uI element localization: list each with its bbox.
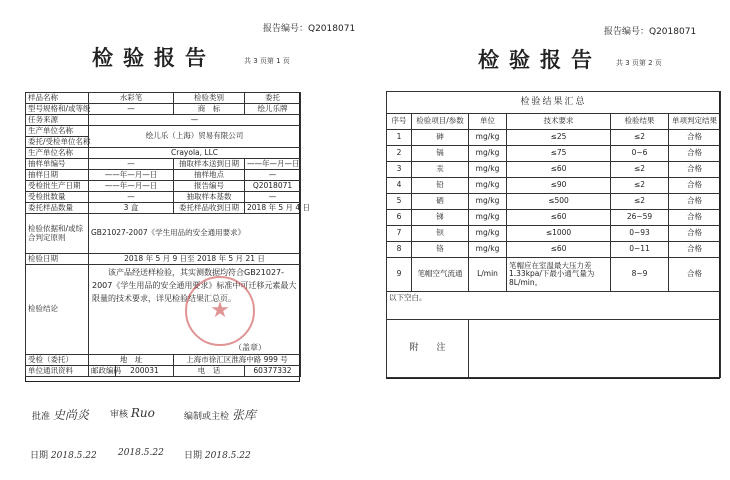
cell: mg/kg [469,194,507,210]
review-line [110,406,155,420]
column-header: 检验项目/参数 [412,114,469,130]
cell: 7 [387,226,412,242]
cell: 合格 [669,242,721,258]
cell: 6 [387,210,412,226]
cell: ≤60 [507,162,611,178]
cell-value: 60377332 [245,366,301,377]
cell-label: 样品名称 [26,93,89,104]
cell: 硒 [412,194,469,210]
cell: ≤90 [507,178,611,194]
conclusion-text: 该产品经送样检验，其实测数据均符合GB21027-2007《学生用品的安全通用要求》标准中可迁移元素最大限量的技术要求，详见检验结果汇总页。 [92,268,297,303]
column-header: 序号 [387,114,412,130]
cell: mg/kg [469,130,507,146]
cell: 砷 [412,130,469,146]
cell: 笔帽应在室温最大压力差1.33kpa/下最小通气量为8L/min。 [507,258,611,292]
cell-label: 抽样单编号 [26,159,89,170]
cell: ≤1000 [507,226,611,242]
page-title: 检验报告 [478,47,602,72]
cell: mg/kg [469,178,507,194]
cell-label: 邮政编码 [89,366,116,377]
cell: mg/kg [469,146,507,162]
cell: 钡 [412,226,469,242]
official-seal: ★ [185,276,255,346]
cell-value: ——年—月—日 [245,159,301,170]
cell-value: 委托 [245,93,301,104]
cell-value: 上海市徐汇区淮海中路 999 号 [174,355,301,366]
date-label: 日期 [30,451,49,461]
page-info: 共 3 页第 1 页 [244,57,290,65]
date-handwritten-3: 2018.5.22 [204,451,251,461]
table-row [387,146,721,162]
cell: mg/kg [469,242,507,258]
cell: 4 [387,178,412,194]
cell: 合格 [669,258,721,292]
cell-value: — [245,170,301,181]
cell: 8 [387,242,412,258]
cell: 汞 [412,162,469,178]
cell: 1 [387,130,412,146]
cell: 铬 [412,242,469,258]
result-table [386,91,721,378]
date-line-2 [118,448,164,458]
cell-label: 委托/受检单位名称 [26,137,89,148]
cell-value: 绘儿乐牌 [245,104,301,115]
cell: 8~9 [611,258,669,292]
cell-value: 2018 年 5 月 4 日 [245,203,301,214]
report-page-2 [370,0,730,480]
table-row [387,162,721,178]
cell: 9 [387,258,412,292]
cell-label: 型号规格和/或等级 [26,104,89,115]
cell: 锑 [412,210,469,226]
cell-label: 检验类别 [174,93,245,104]
cell-label: 受检批生产日期 [26,181,89,192]
table-row [387,258,721,292]
cell: 0~6 [611,146,669,162]
approve-signature: 史尚炎 [52,408,89,422]
cell-label: 委托样品数量 [26,203,89,214]
cell-label: 受检批数量 [26,192,89,203]
cell-label: 生产单位名称 [26,126,89,137]
table-row [387,242,721,258]
column-header: 检验结果 [611,114,669,130]
column-header: 单项判定结果 [669,114,721,130]
cell: 0~93 [611,226,669,242]
cell: 合格 [669,194,721,210]
table-row [387,178,721,194]
date-label: 日期 [184,451,203,461]
cell: ≤75 [507,146,611,162]
report-number: 报告编号：Q2018071 [604,27,697,37]
cell: 0~11 [611,242,669,258]
stamp-note: （盖章） [234,342,266,352]
cell: ≤2 [611,130,669,146]
cell-value: 绘儿乐（上海）贸易有限公司 [89,126,301,148]
approve-line [32,406,89,423]
cell-label: 电 话 [174,366,245,377]
cell-label: 检验结论 [26,265,89,355]
cell: ≤500 [507,194,611,210]
cell-label: 委托样品收到日期 [174,203,245,214]
cell-label: 地 址 [89,355,174,366]
table-row [387,194,721,210]
cell-label: 检验依据和/或综合判定原则 [26,214,89,254]
compile-signature: 张库 [231,408,256,422]
compile-line [184,406,256,423]
cell-label: 抽样地点 [174,170,245,181]
cell: ≤60 [507,210,611,226]
date-handwritten-1: 2018.5.22 [50,451,97,461]
date-line [30,448,97,461]
cell-label: 任务来源 [26,115,89,126]
cell: 2 [387,146,412,162]
cell-label: 抽取样本基数 [174,192,245,203]
page-info: 共 3 页第 2 页 [616,59,662,67]
cell-value: Crayola, LLC [89,148,301,159]
cell-value: Q2018071 [245,181,301,192]
spacer [387,306,721,320]
cell: mg/kg [469,162,507,178]
column-header: 单位 [469,114,507,130]
remark-label: 附 注 [387,320,469,378]
report-number: 报告编号：Q2018071 [263,24,356,34]
cell-value: — [89,192,174,203]
cell: ≤2 [611,178,669,194]
cell-label: 报告编号 [174,181,245,192]
cell: mg/kg [469,226,507,242]
page-title: 检验报告 [92,45,216,70]
cell-label: 生产单位名称 [26,148,89,159]
cell-value: ——年—月—日 [89,181,174,192]
cell: 合格 [669,210,721,226]
cell-value: 水彩笔 [89,93,174,104]
cell-value: GB21027-2007《学生用品的安全通用要求》 [89,214,301,254]
cell-value: — [245,192,301,203]
cell-label: 受检（委托） [26,355,89,366]
approve-label: 批准 [32,412,51,422]
table-row [387,130,721,146]
compile-label: 编制或主检 [184,412,230,422]
cell-label: 抽样日期 [26,170,89,181]
cell-label: 商 标 [174,104,245,115]
cell-label: 单位通讯资料 [26,366,89,377]
cell: ≤25 [507,130,611,146]
review-label: 审核 [110,410,129,420]
cell: 合格 [669,226,721,242]
cell: 3 [387,162,412,178]
review-signature: Ruo [130,406,155,420]
cell: 合格 [669,178,721,194]
cell: ≤2 [611,194,669,210]
cell: 合格 [669,162,721,178]
cell: ≤60 [507,242,611,258]
cell-value: 200031 [116,366,174,377]
column-header: 技术要求 [507,114,611,130]
cell: 合格 [669,130,721,146]
cell-value: — [89,104,174,115]
cell-value: — [89,115,301,126]
cell: 合格 [669,146,721,162]
cell: 镉 [412,146,469,162]
cell-value: 3 盒 [89,203,174,214]
cell-value: — [89,159,174,170]
remark-value [469,320,721,378]
cell: 笔帽空气流通 [412,258,469,292]
cell: ≤2 [611,162,669,178]
table-header-row [387,114,721,130]
summary-title: 检验结果汇总 [387,92,721,114]
table-row [387,210,721,226]
blank-note: 以下空白。 [387,292,721,306]
cell: 5 [387,194,412,210]
cell: 铅 [412,178,469,194]
cell-label: 抽取样本送到日期 [174,159,245,170]
date-handwritten-2: 2018.5.22 [118,448,164,458]
date-line-3 [184,448,251,461]
cell: mg/kg [469,210,507,226]
cell-label: 检验日期 [26,254,89,265]
cell: L/min [469,258,507,292]
table-row [387,226,721,242]
cell-value: 2018 年 5 月 9 日至 2018 年 5 月 21 日 [89,254,301,265]
info-table [25,92,311,377]
cell: 26~59 [611,210,669,226]
cell-value: ——年—月—日 [89,170,174,181]
